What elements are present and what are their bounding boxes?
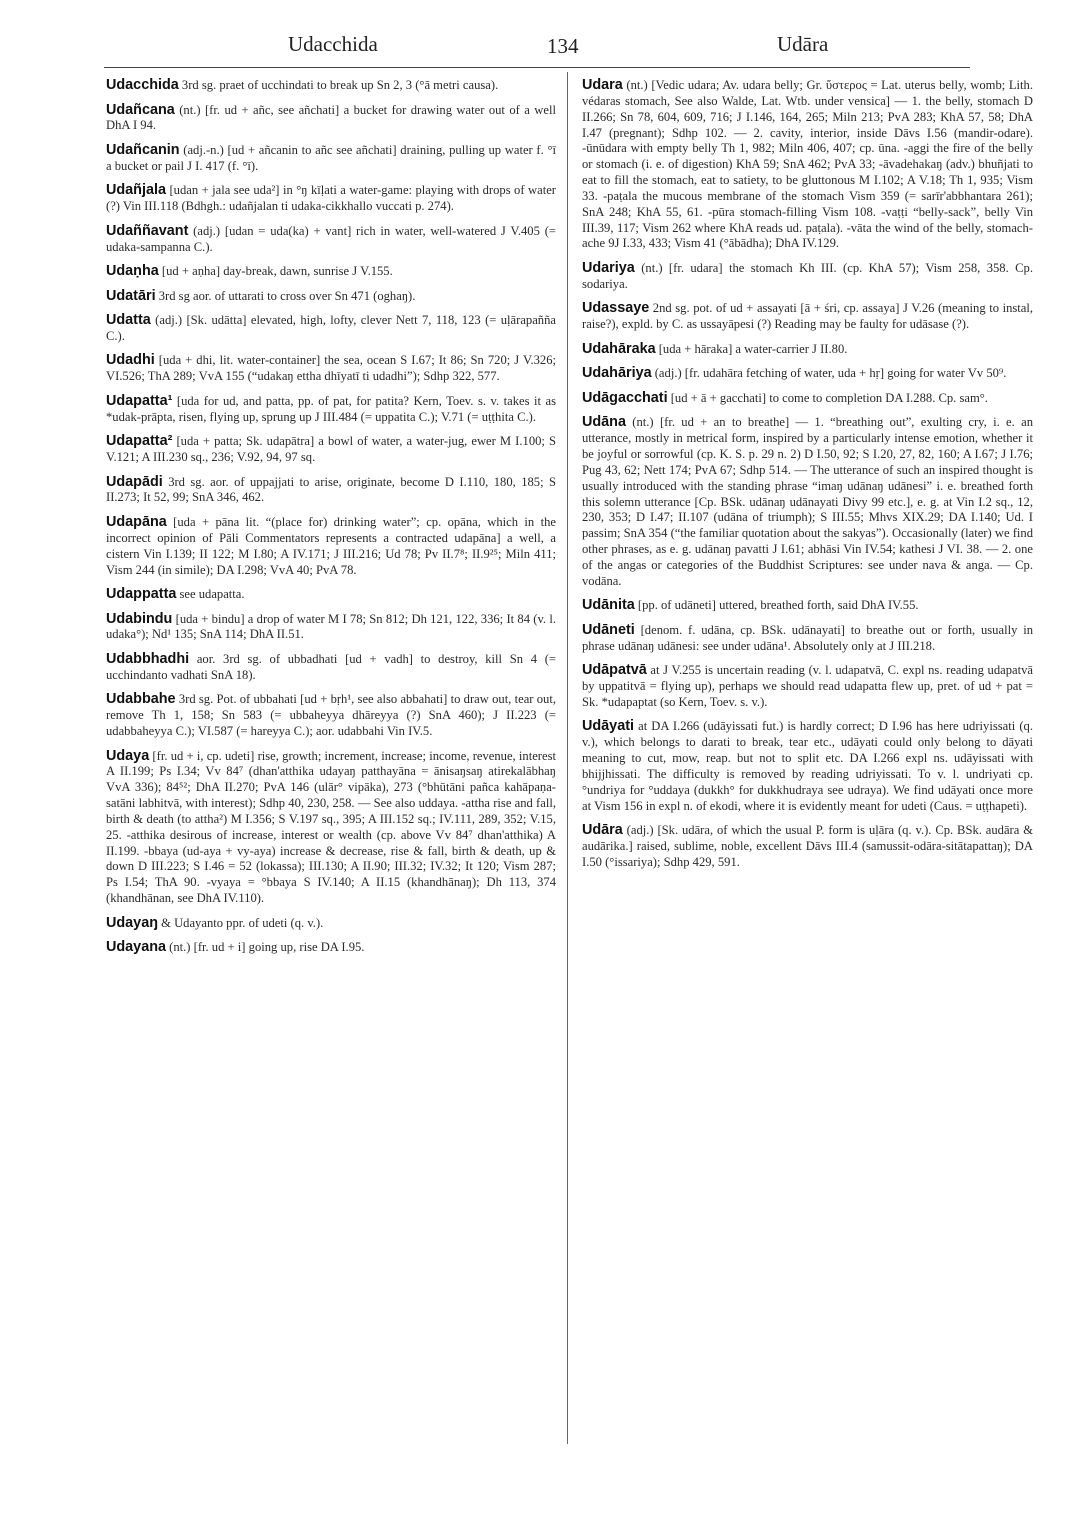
dictionary-entry (106, 434, 556, 466)
entry-headword: Udānita (582, 597, 635, 614)
entry-headword: Udaya (106, 747, 150, 764)
entry-definition: (nt.) [fr. ud + an to breathe] — 1. “breathing out”, exulting cry, i. e. an utterance, mostly in metrical form, inspired by a particularly intense emotion, whether it be joyful or sorrowful (cp. K. S. p. 29 n. 2) D I.50, 92; S I.20, 27, 82, 160; A I.67; J I.76; Pug 43, 62; Nett 174; PvA 67; Sdhp 514. — The utterance of such an inspired thought is usually introduced with the standing phrase “imaŋ udānaŋ udānesi” i. e. breathed forth this solemn utterance [Cp. BSk. udānaŋ udānayati Divy 99 etc.], e. g. at Vin I.2 sq., 12, 230, 353; D I.47; II.107 (udāna of triumph); S III.55; Mhvs XIX.29; DA I.140; Ud. I passim; SnA 354 (“the familiar quotation about the sakyas”). Occasionally (later) we find other phrases, as e. g. udānaŋ pavatti J I.61; abhāsi Vin IV.54; kathesi J VI. 38. — 2. one of the angas or categories of the Buddhist Scriptures: see under nava & anga. — Cp. vodāna. (582, 415, 1033, 588)
entry-headword: Udatāri (106, 287, 156, 304)
entry-headword: Udayana (106, 939, 166, 956)
entry-definition: (adj.) [udan = uda(ka) + vant] rich in water, well-watered J V.405 (= udaka-sampanna C.). (106, 223, 556, 254)
entry-headword: Udabbhadhi (106, 650, 190, 667)
entry-definition: (nt.) [fr. udara] the stomach Kh III. (cp. KhA 57); Vism 258, 358. Cp. sodariya. (582, 260, 1033, 291)
entry-headword: Udayaŋ (106, 914, 158, 931)
entry-headword: Udatta (106, 312, 151, 329)
entry-definition: aor. 3rd sg. of ubbadhati [ud + vadh] to destroy, kill Sn 4 (= ucchindanto vadhati SnA 18). (106, 651, 556, 682)
dictionary-entry (106, 183, 556, 215)
entry-headword: Udañcanin (106, 141, 180, 158)
entry-headword: Udariya (582, 259, 635, 276)
entry-headword: Udahāriya (582, 365, 652, 382)
entry-definition: [uda + bindu] a drop of water M I 78; Sn 812; Dh 121, 122, 336; It 84 (v. l. udaka°); Nd¹ 135; SnA 114; DhA II.51. (106, 611, 556, 642)
entry-definition: [ud + ā + gacchati] to come to completion DA I.288. Cp. sam°. (667, 390, 988, 405)
entry-headword: Udahāraka (582, 340, 656, 357)
dictionary-entry (582, 598, 1033, 614)
entry-headword: Udapatta¹ (106, 392, 173, 409)
dictionary-entry (106, 353, 556, 385)
entry-definition: [fr. ud + i, cp. udeti] rise, growth; increment, increase; income, revenue, interest A II.199; Ps I.34; Vv 84⁷ (dhan'atthika udayaŋ patthayāna = ānisaŋsaŋ atirekalābhaŋ VvA 336); 84⁵²; DhA II.270; PvA 146 (ulār° vipāka), 273 (°bhūtāni pañca kahāpaṇa-satāni labhitvā, with interest); Sdhp 40, 230, 258. — See also uddaya. -attha rise and fall, birth & death (to attha²) M I.356; S V.197 sq., 395; A III.152 sq.; IV.111, 289, 352; V.15, 25. -atthika desirous of increase, interest or wealth (cp. above Vv 84⁷ dhan'atthika) A II.199. -bbaya (ud-aya + vy-aya) increase & decrease, rise & fall, birth & death, up & down D III.223; S I.46 = 52 (lokassa); III.130; A II.90; III.32; IV.32; It 120; Vism 287; Ps I.54; ThA 90. -vyaya = °bbaya S IV.140; A II.15 (khandhānaŋ); Dh 113, 374 (khandhānan, see DhA IV.110). (106, 748, 556, 906)
entry-headword: Udañcana (106, 101, 175, 118)
entry-definition: (nt.) [Vedic udara; Av. udara belly; Gr. ὕστερος = Lat. uterus belly, womb; Lith. védaras stomach, See also Walde, Lat. Wtb. under vensica] — 1. the belly, stomach D II.266; Sn 78, 604, 609, 716; J I.146, 164, 265; Miln 213; PvA 283; KhA 57, 58; DhA I.47 (pregnant); Sdhp 102. — 2. cavity, interior, inside Dāvs I.56 (mandir-odare). -ūnūdara with empty belly Th 1, 982; Miln 406, 407; cp. ūna. -aggi the fire of the belly or stomach (i. e. of digestion) KhA 59; SnA 462; PvA 33; -āvadehakaŋ (adv.) bhuñjati to eat to fill the stomach, eat to satiety, to be gluttonous M I.102; A V.18; Th 1, 935; Vism 33. -paṭala the mucous membrane of the stomach Vism 359 (= sarīr'abbhantara 261); SnA 248; KhA 55, 61. -pūra stomach-filling Vism 108. -vaṭṭi “belly-sack”, belly Vin III.39, 117; Vism 262 where KhA reads ud. paṭala). -vāta the wind of the belly, stomach-ache 9J I.33, 433; Vism 41 (°ābādha); DhA IV.129. (582, 78, 1033, 251)
dictionary-entry (106, 612, 556, 644)
entry-headword: Udāneti (582, 621, 635, 638)
dictionary-entry (106, 224, 556, 256)
entry-definition: (adj.-n.) [ud + añcanin to añc see añchati] draining, pulling up water f. °ī a bucket or pail J I. 417 (f. °ī). (106, 142, 556, 173)
entry-definition: 2nd sg. pot. of ud + assayati [ā + śri, cp. assaya] J V.26 (meaning to instal, raise?), expld. by C. as ussayāpesi (?) Reading may be faulty for udāsase (?). (582, 301, 1033, 332)
running-head-left: Udacchida (288, 32, 378, 56)
entry-definition: 3rd sg aor. of uttarati to cross over Sn 471 (oghaŋ). (155, 288, 416, 303)
dictionary-entry (582, 78, 1033, 252)
entry-headword: Udāpatvā (582, 662, 647, 679)
dictionary-entry (582, 366, 1033, 382)
entry-headword: Udacchida (106, 77, 179, 93)
entry-definition: 3rd sg. aor. of uppajjati to arise, originate, become D I.110, 180, 185; S II.273; It 52, 99; SnA 346, 462. (106, 474, 556, 505)
page-number: 134 (547, 34, 579, 58)
dictionary-entry (106, 394, 556, 426)
entry-definition: [uda + dhi, lit. water-container] the sea, ocean S I.67; It 86; Sn 720; J V.326; VI.526; ThA 289; VvA 155 (“udakaŋ ettha dhīyatī ti udadhi”); Sdhp 322, 577. (106, 353, 556, 384)
entry-definition: (adj.) [Sk. udātta] elevated, high, lofty, clever Nett 7, 118, 123 (= uḷārapañña C.). (106, 313, 556, 343)
entry-headword: Udāna (582, 414, 626, 431)
dictionary-entry (582, 261, 1033, 293)
entry-definition: [uda + patta; Sk. udapātra] a bowl of water, a water-jug, ewer M I.100; S V.121; A III.230 sq., 236; V.92, 94, 97 sq. (106, 434, 556, 465)
entry-definition: (nt.) [fr. ud + i] going up, rise DA I.95. (166, 940, 365, 955)
entry-headword: Udabbahe (106, 691, 176, 708)
entry-headword: Udāgacchati (582, 389, 668, 406)
dictionary-entry (106, 313, 556, 345)
entry-definition: (adj.) [Sk. udāra, of which the usual P. form is uḷāra (q. v.). Cp. BSk. audāra & audārika.] raised, sublime, noble, excellent Dāvs III.4 (samussit-odāra-sitātapattaŋ); DA I.50 (°issariya); Sdhp 429, 591. (582, 823, 1033, 869)
dictionary-entry (582, 415, 1033, 589)
column-divider (567, 72, 568, 1444)
entry-headword: Udabindu (106, 610, 173, 627)
dictionary-entry (582, 391, 1033, 407)
entry-headword: Udapāna (106, 513, 167, 530)
entry-headword: Udaññavant (106, 222, 189, 239)
entry-definition: & Udayanto ppr. of udeti (q. v.). (157, 915, 324, 930)
dictionary-entry (106, 940, 556, 956)
entry-definition: (nt.) [fr. ud + añc, see añchati] a bucket for drawing water out of a well DhA I 94. (106, 102, 556, 133)
entry-headword: Udaṇha (106, 263, 159, 280)
dictionary-entry (106, 692, 556, 740)
dictionary-entry (106, 78, 556, 94)
dictionary-entry (582, 623, 1033, 655)
dictionary-entry (106, 289, 556, 305)
header-rule (104, 67, 970, 68)
entry-headword: Udañjala (106, 182, 166, 199)
entry-headword: Udara (582, 77, 623, 93)
dictionary-entry (582, 301, 1033, 333)
dictionary-entry (106, 264, 556, 280)
entry-definition: at J V.255 is uncertain reading (v. l. udapatvā, C. expl ns. reading udapatvā by uppatitvā = flying up), perhaps we should read udapatta flew up, pret. of ud + pat = Sk. *udapaptat (so Kern, Toev. s. v.). (582, 663, 1033, 709)
dictionary-entry (582, 719, 1033, 814)
entry-headword: Udapatta² (106, 433, 173, 450)
entry-definition: [ud + aṇha] day-break, dawn, sunrise J V.155. (158, 264, 393, 279)
dictionary-entry (106, 587, 556, 603)
entry-definition: [uda for ud, and patta, pp. of pat, for patita? Kern, Toev. s. v. takes it as *udak-prāpta, risen, flying up, sprung up J III.484 (= uppatita C.); V.71 (= uṭṭhita C.). (106, 393, 556, 424)
dictionary-entry (106, 515, 556, 578)
entry-definition: (adj.) [fr. udahāra fetching of water, uda + hṛ] going for water Vv 50⁹. (651, 366, 1007, 381)
running-head-right: Udāra (777, 32, 829, 56)
dictionary-entry (106, 103, 556, 135)
dictionary-entry (106, 749, 556, 907)
entry-definition: [udan + jala see uda²] in °ŋ kīḷati a water-game: playing with drops of water (?) Vin III.118 (Bdhgh.: udañjalan ti udaka-cikkhallo vuccati p. 274). (106, 183, 556, 214)
entry-definition: see udapatta. (176, 587, 245, 602)
entry-definition: [denom. f. udāna, cp. BSk. udānayati] to breathe out or forth, usually in phrase udānaŋ udānesi: see under udāna¹. Absolutely only at J III.218. (582, 622, 1033, 653)
entry-definition: 3rd sg. praet of ucchindati to break up Sn 2, 3 (°ā metri causa). (178, 78, 499, 92)
dictionary-entry (582, 823, 1033, 871)
entry-headword: Udappatta (106, 586, 177, 603)
entry-headword: Udadhi (106, 352, 155, 369)
entry-headword: Udassaye (582, 300, 650, 317)
entry-definition: [pp. of udāneti] uttered, breathed forth, said DhA IV.55. (634, 598, 919, 613)
dictionary-entry (106, 916, 556, 932)
entry-definition: 3rd sg. Pot. of ubbahati [ud + bṛh¹, see also abbahati] to draw out, tear out, remove Th 1, 158; Sn 583 (= ubbaheyya dhāreyya (?) SnA 460); J II.223 (= udabbaheyya C.); VI.587 (= hareyya C.); aor. udabbahi Vin IV.5. (106, 692, 556, 738)
right-column (582, 78, 1033, 879)
entry-definition: [uda + hāraka] a water-carrier J II.80. (655, 341, 848, 356)
running-head (104, 28, 970, 62)
dictionary-entry (582, 342, 1033, 358)
entry-definition: [uda + pāna lit. “(place for) drinking water”; cp. opāna, which in the incorrect opinion of Pāli Commentators represents a contracted udapāna] a well, a cistern Vin I.139; II 122; M I.80; A IV.171; J III.216; Ud 78; Pv II.7⁸; II.9²⁵; Miln 411; Vism 244 (in simile); DA I.298; VvA 40; PvA 78. (106, 514, 556, 577)
left-column (106, 78, 556, 965)
dictionary-entry (106, 143, 556, 175)
dictionary-entry (106, 475, 556, 507)
entry-definition: at DA I.266 (udāyissati fut.) is hardly correct; D I.96 has here udriyissati (q. v.), which belongs to darati to break, tear etc., udāyati could only belong to dāyati meaning to cut, mow, reap. but not to split etc. DA I.266 expl ns. udāyissati with bhijjhissati. The difficulty is removed by reading udriyissati. To v. l. undriyati cp. °undriya for °uddaya (dukkh° for dukkhudraya see udraya). We find udāyati once more at Vism 156 in expl n. of ekodi, where it is evidently meant for udeti (Caus. = uṭṭhapeti). (582, 719, 1033, 813)
entry-headword: Udāra (582, 822, 623, 839)
dictionary-entry (106, 652, 556, 684)
dictionary-entry (582, 663, 1033, 711)
entry-headword: Udapādi (106, 473, 163, 490)
entry-headword: Udāyati (582, 718, 634, 735)
